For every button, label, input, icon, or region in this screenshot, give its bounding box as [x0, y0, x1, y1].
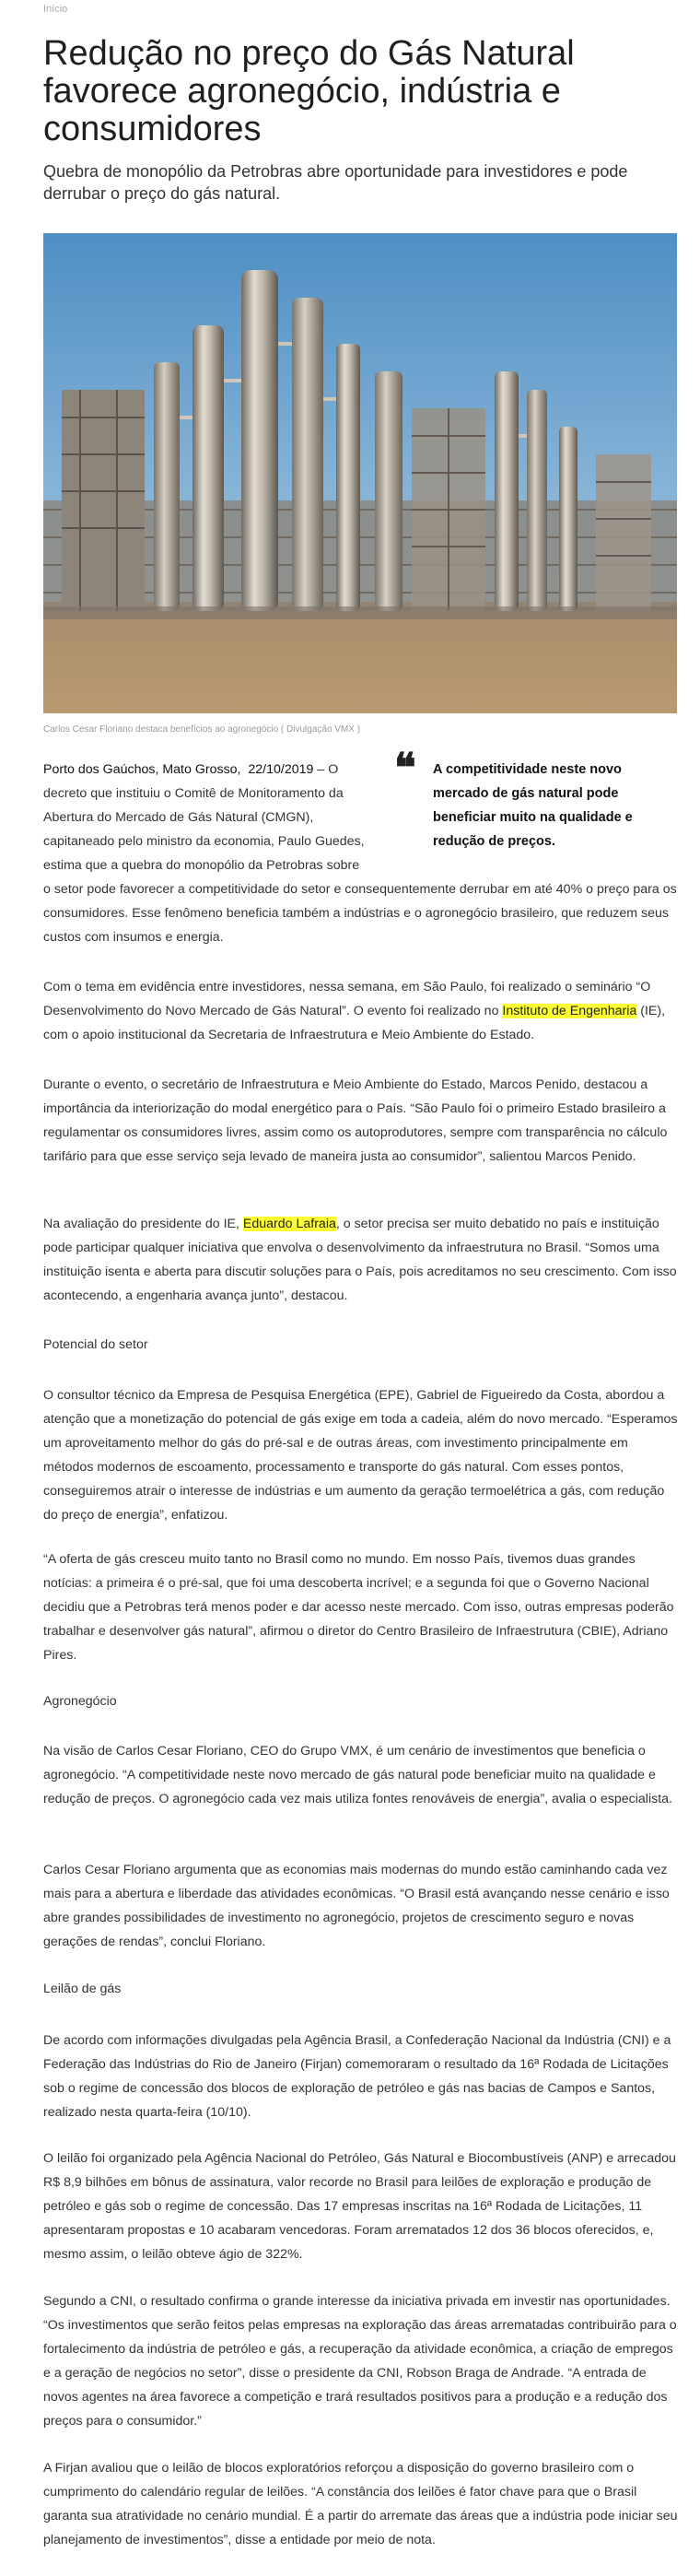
hero-caption: Carlos Cesar Floriano destaca benefícios ao agronegócio ( Divulgação VMX ) — [43, 724, 361, 735]
article-subtitle: Quebra de monopólio da Petrobras abre oportunidade para investidores e pode derrubar o preço do gás natural. — [43, 162, 628, 203]
paragraph-anp: O leilão foi organizado pela Agência Nacional do Petróleo, Gás Natural e Biocombustíveis (ANP) e arrecadou R$ 8,9 bilhões em bônus de assinatura, valor recorde no Brasil para leilões de exploração e produção de petróleo e gás sob o regime de concessão. Das 17 empresas inscritas na 16ª Rodada de Licitações, 11 apresentaram propostas e 10 acabaram vencedoras. Foram arrematados 12 dos 36 blocos oferecidos, e, mesmo assim, o leilão obteve ágio de 322%. — [43, 2151, 676, 2262]
paragraph-pires: “A oferta de gás cresceu muito tanto no Brasil como no mundo. Em nosso País, tivemos duas grandes notícias: a primeira é o pré-sal, que foi uma descoberta incrível; e a segunda foi que o Governo Nacional decidiu que a Petrobras terá menos poder e dar acesso neste mercado. Com isso, outras empresas poderão trabalhar e desenvolver gás natural”, afirmou o diretor do Centro Brasileiro de Infraestrutura (CBIE), Adriano Pires. — [43, 1552, 674, 1663]
paragraph-cni-result: Segundo a CNI, o resultado confirma o grande interesse da iniciativa privada em investir nas oportunidades. “Os investimentos que serão feitos pelas empresas na exploração das áreas arrematadas contribuirão para o fortalecimento da indústria de petróleo e gás, a recuperação da atividade econômica, a criação de empregos e a geração de negócios no setor”, disse o presidente da CNI, Robson Braga de Andrade. “A entrada de novos agentes na área favorece a competição e trará resultados positivos para a produção e a redução dos preços para o consumidor.” — [43, 2294, 677, 2429]
lead-paragraph — [43, 758, 375, 877]
paragraph-firjan-nota: A Firjan avaliou que o leilão de blocos exploratórios reforçou a disposição do governo brasileiro com o cumprimento do calendário regular de leilões. “A constância dos leilões é fator chave para que o Brasil garanta sua atratividade no cenário mundial. É a partir do arremate das áreas que a indústria pode iniciar seu planejamento de investimentos”, disse a entidade por meio de nota. — [43, 2461, 678, 2547]
paragraph-seminario-tail: (IE), com o apoio institucional da Secretaria de Infraestrutura e Meio Ambiente do Estado. — [43, 1004, 666, 1042]
paragraph-epe: O consultor técnico da Empresa de Pesquisa Energética (EPE), Gabriel de Figueiredo da Costa, abordou a atenção que a monetização do potencial de gás exige em toda a cadeia, além do novo mercado. “Esperamos um aproveitamento melhor do gás do pré-sal e de outras áreas, com investimento principalmente em métodos modernos de escoamento, processamento e transporte do gás natural. Com esses pontos, conseguiremos atrair o interesse de indústrias e um aumento da geração termoelétrica a gás, com redução do preço de energia”, enfatizou. — [43, 1388, 678, 1523]
paragraph-floriano-1: Na visão de Carlos Cesar Floriano, CEO do Grupo VMX, é um cenário de investimentos que beneficia o agronegócio. “A competitividade neste novo mercado de gás natural pode beneficiar muito na qualidade e redução de preços. O agronegócio cada vez mais utiliza fontes renováveis de energia”, avalia o especialista. — [43, 1744, 672, 1806]
highlight-link-eduardo-lafraia[interactable]: Eduardo Lafraia — [242, 1217, 336, 1231]
dateline-location: Porto dos Gaúchos, Mato Grosso, — [43, 762, 241, 777]
paragraph-lafraia — [43, 1212, 679, 1308]
section-heading-agronegocio: Agronegócio — [43, 1694, 117, 1709]
article-title: Redução no preço do Gás Natural favorece agronegócio, indústria e consumidores — [43, 34, 575, 148]
hero-image — [43, 233, 677, 713]
dateline-dash: – — [313, 762, 329, 777]
dateline-date: 22/10/2019 — [248, 762, 314, 777]
section-heading-potencial: Potencial do setor — [43, 1337, 148, 1352]
pull-quote: A competitividade neste novo mercado de gás natural pode beneficiar muito na qualidade e redução de preços. — [433, 762, 633, 849]
paragraph-floriano-2: Carlos Cesar Floriano argumenta que as economias mais modernas do mundo estão caminhando cada vez mais para a abertura e liberdade das atividades econômicas. “O Brasil está avançando nesse cenário e isso abre grandes possibilidades de investimento no agronegócio, projetos de crescimento seguro e novas gerações de rendas”, conclui Floriano. — [43, 1863, 670, 1949]
paragraph-penido: Durante o evento, o secretário de Infraestrutura e Meio Ambiente do Estado, Marcos Penido, destacou a importância da interiorização do modal energético para o País. “São Paulo foi o primeiro Estado brasileiro a regulamentar os consumidores livres, assim como os autoprodutores, sempre com transparência no cálculo tarifário para que esse serviço seja levado de maneira justa ao consumidor”, salientou Marcos Penido. — [43, 1077, 668, 1164]
paragraph-lafraia-tail: , o setor precisa ser muito debatido no país e instituição pode participar qualquer iniciativa que envolva o desenvolvimento da infraestrutura no Brasil. “Somos uma instituição isenta e aberta para discutir soluções para o País, pois acreditamos no seu crescimento. Com isso acontecendo, a engenharia avança junto”, destacou. — [43, 1217, 677, 1303]
quote-mark-icon: ❝ — [394, 745, 416, 792]
lead-paragraph-continued: o setor pode favorecer a competitividade do setor e consequentemente derrubar em até 40% o preço para os consumidores. Esse fenômeno beneficia também a indústrias e o agronegócio brasileiro, que reduzem seus custos com insumos e energia. — [43, 882, 677, 945]
paragraph-seminario-text: Com o tema em evidência entre investidores, nessa semana, em São Paulo, foi realizado o seminário “O Desenvolvimento do Novo Mercado de Gás Natural”. O evento foi realizado no — [43, 980, 651, 1018]
breadcrumb-home-link[interactable]: Início — [43, 4, 68, 15]
paragraph-seminario — [43, 975, 679, 1047]
paragraph-lafraia-text: Na avaliação do presidente do IE, — [43, 1217, 243, 1231]
paragraph-cni-firjan: De acordo com informações divulgadas pela Agência Brasil, a Confederação Nacional da Indústria (CNI) e a Federação das Indústrias do Rio de Janeiro (Firjan) comemoraram o resultado da 16ª Rodada de Licitações sob o regime de concessão dos blocos de exploração de petróleo e gás nas bacias de Campos e Santos, realizado nesta quarta-feira (10/10). — [43, 2033, 671, 2120]
highlight-link-instituto-engenharia[interactable]: Instituto de Engenharia — [502, 1004, 637, 1018]
section-heading-leilao: Leilão de gás — [43, 1982, 122, 1996]
lead-text-start: O decreto que instituiu o Comitê de Monitoramento da Abertura do Mercado de Gás Natural (CMGN), capitaneado pelo ministro da economia, Paulo Guedes, estima que a quebra do monopólio da Petrobras sobre — [43, 762, 365, 873]
